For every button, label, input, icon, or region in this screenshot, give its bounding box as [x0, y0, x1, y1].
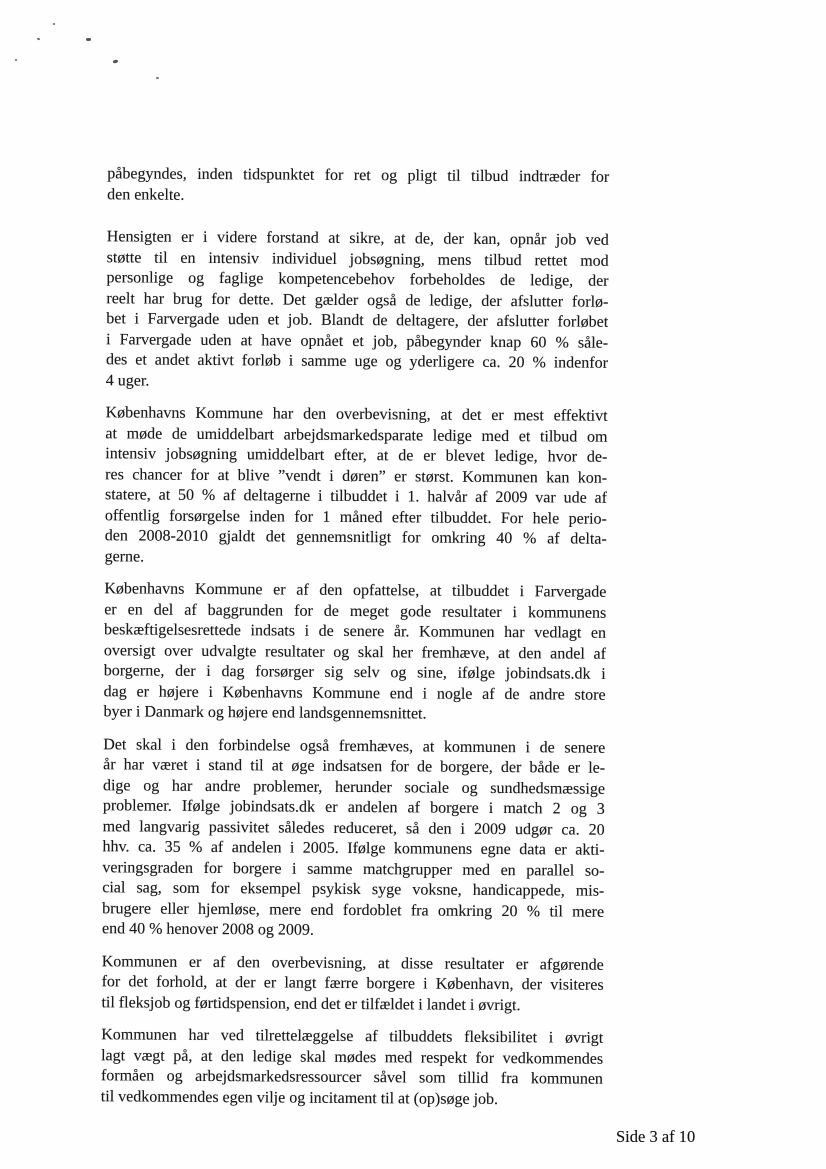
text-line: des et andet aktivt forløb i samme uge og yderligere ca. 20 % indenfor [105, 351, 609, 372]
text-line: støtte til en intensiv individuel jobsøgning, mens tilbud rettet mod [106, 248, 609, 270]
text-line: til vedkommendes egen vilje og incitament til at (op)søge job. [100, 1087, 499, 1108]
text-line: i Farvergade uden at have opnået et job, påbegynder knap 60 % såle- [106, 330, 609, 352]
text-line: oversigt over udvalgte resultater og skal her fremhæve, at den andel af [103, 641, 606, 663]
text-line: statere, at 50 % af deltagerne i tilbuddet i 1. halvår af 2009 var ude af [104, 486, 608, 507]
text-line: formåen og arbejdsmarkedsressourcer såvel som tillid fra kommunen [100, 1067, 604, 1088]
text-line: personlige og faglige kompetencebehov forbeholdes de ledige, der [106, 269, 609, 290]
text-line: brugere eller hjemløse, mere end fordoblet fra omkring 20 % til mere [102, 899, 605, 921]
scan-speck [86, 38, 91, 41]
text-line: Københavns Kommune har den overbevisning, at det er mest effektivt [105, 404, 608, 425]
text-line: Kommunen har ved tilrettelæggelse af tilbuddets fleksibilitet i øvrigt [101, 1026, 604, 1047]
text-line: dige og har andre problemer, herunder sociale og sundhedsmæssige [102, 776, 606, 798]
paragraph-6 [101, 952, 603, 1017]
scan-speck [15, 59, 17, 61]
text-line: reelt har brug for dette. Det gælder også de ledige, der afslutter forlø- [106, 289, 609, 311]
document-body [101, 164, 610, 1122]
text-line: for det forhold, at der er langt færre borgere i København, der visiteres [101, 973, 604, 994]
text-line: er en del af baggrunden for de meget gode resultater i kommunens [104, 600, 607, 622]
text-line: end 40 % henover 2008 og 2009. [101, 920, 315, 939]
text-line: cial sag, som for eksempel psykisk syge voksne, handicappede, mis- [102, 879, 605, 900]
text-line: den enkelte. [107, 185, 185, 204]
paragraph-7 [101, 1025, 604, 1111]
scan-speck [113, 59, 119, 63]
text-line: hhv. ca. 35 % af andelen i 2005. Ifølge kommunens egne data er akti- [102, 838, 605, 859]
text-line: dag er højere i Københavns Kommune end i nogle af de andre store [103, 682, 606, 704]
paragraph-2 [106, 227, 609, 395]
scan-speck [53, 23, 55, 25]
paragraph-3 [105, 403, 608, 571]
text-line: Kommunen er af den overbevisning, at disse resultater er afgørende [101, 952, 604, 974]
text-line: beskæftigelsesrettede indsats i de senere år. Kommunen har vedlagt en [104, 621, 607, 642]
text-line: lagt vægt på, at den ledige skal mødes med respekt for vedkommendes [101, 1046, 604, 1068]
text-line: Hensigten er i videre forstand at sikre, at de, der kan, opnår job ved [106, 228, 609, 249]
text-line: borgerne, der i dag forsørger sig selv og sine, ifølge jobindsats.dk i [103, 662, 606, 683]
page-number: Side 3 af 10 [616, 1127, 696, 1146]
text-line: gerne. [104, 547, 145, 566]
text-line: med langvarig passivitet således reduceret, så den i 2009 udgør ca. 20 [102, 817, 605, 839]
text-line: veringsgraden for borgere i samme matchgrupper med en parallel so- [102, 858, 605, 880]
text-line: den 2008-2010 gjaldt det gennemsnitligt for omkring 40 % af delta- [104, 527, 607, 548]
text-line: år har været i stand til at øge indsatsen for de borgere, der både er le- [103, 756, 606, 777]
paragraph-4 [103, 579, 606, 726]
text-line: intensiv jobsøgning umiddelbart efter, at de er blevet ledige, hvor de- [105, 445, 608, 466]
paragraph-1 [107, 164, 609, 209]
text-line: byer i Danmark og højere end landsgennemsnittet. [103, 703, 427, 723]
scan-speck [37, 38, 41, 41]
text-line: res chancer for at blive ”vendt i døren” er størst. Kommunen kan kon- [105, 465, 608, 487]
text-line: Københavns Kommune er af den opfattelse, at tilbuddet i Farvergade [104, 580, 607, 601]
scan-speck [156, 77, 159, 79]
text-line: bet i Farvergade uden et job. Blandt de deltagere, der afslutter forløbet [106, 310, 609, 331]
text-line: påbegyndes, inden tidspunktet for ret og pligt til tilbud indtræder for [107, 165, 610, 186]
paragraph-5 [102, 735, 605, 943]
text-line: Det skal i den forbindelse også fremhæves, at kommunen i de senere [103, 735, 606, 757]
text-line: problemer. Ifølge jobindsats.dk er andelen af borgere i match 2 og 3 [102, 797, 605, 818]
text-line: til fleksjob og førtidspension, end det er tilfældet i landet i øvrigt. [101, 993, 521, 1014]
text-line: 4 uger. [105, 371, 150, 390]
text-line: offentlig forsørgelse inden for 1 måned efter tilbuddet. For hele perio- [104, 506, 607, 528]
text-line: at møde de umiddelbart arbejdsmarkedsparate ledige med et tilbud om [105, 424, 608, 446]
